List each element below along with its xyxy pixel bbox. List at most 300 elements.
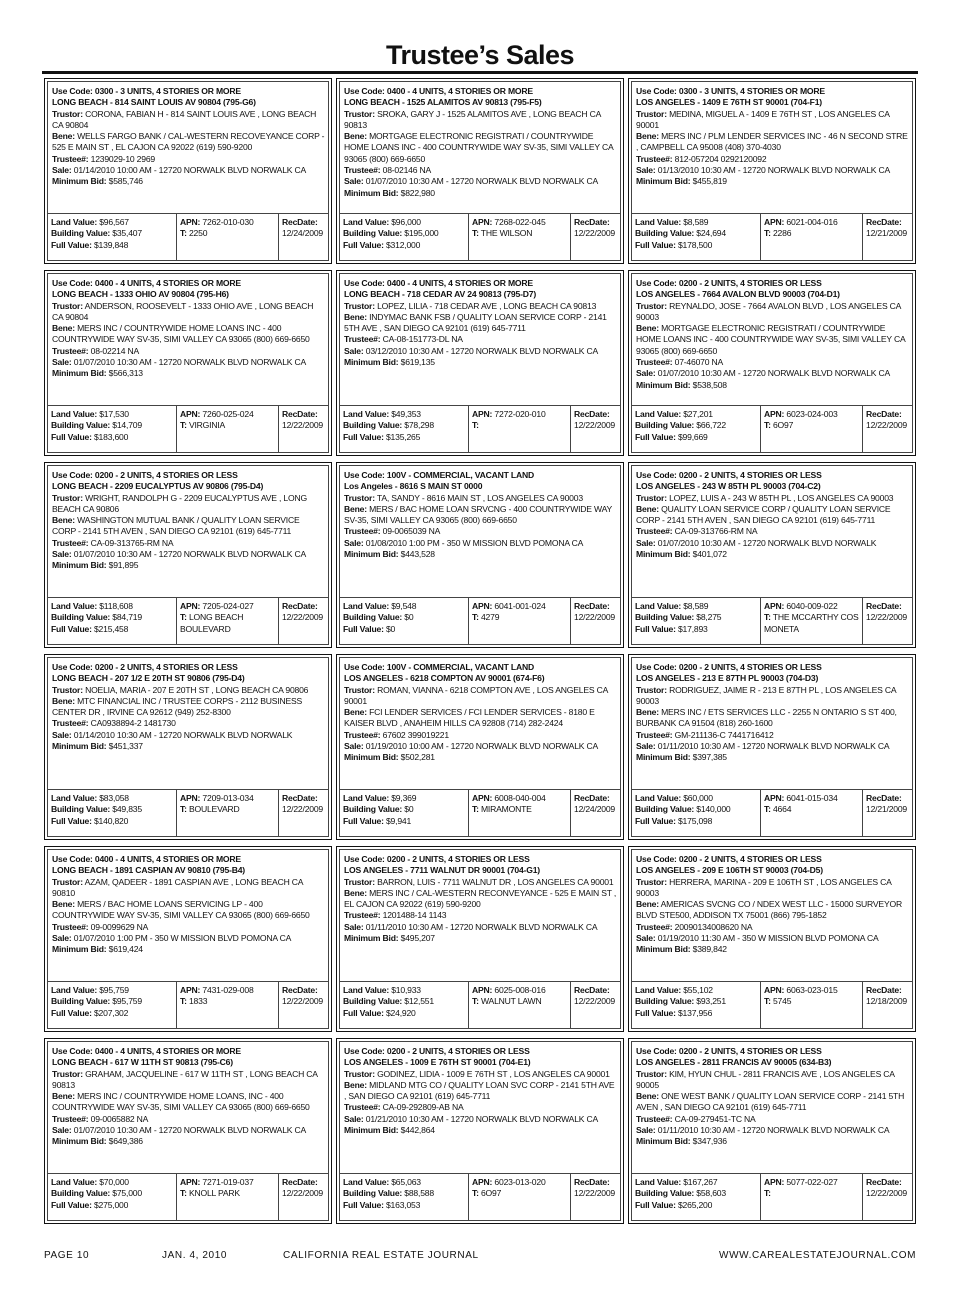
- sale-value: 01/11/2010 10:30 AM - 12720 NORWALK BLVD NORWALK CA: [655, 741, 890, 752]
- property-address: LOS ANGELES - 213 E 87TH PL 90003 (704-D3): [636, 673, 819, 684]
- listing-info: [339, 81, 621, 213]
- trustee-value: 20090134008620 NA: [672, 921, 753, 932]
- use-code: Use Code: 0200 - 2 UNITS, 4 STORIES OR LESS: [636, 278, 822, 288]
- building-label: Building Value:: [635, 1188, 695, 1199]
- trustor-value: CORONA, FABIAN H - 814 SAINT LOUIS AVE , LONG BEACH CA 90804: [52, 108, 317, 130]
- trustor-value: AZAM, QADEER - 1891 CASPIAN AVE , LONG BEACH CA 90810: [52, 876, 303, 898]
- t-label: T:: [180, 420, 187, 431]
- minbid-value: $91,895: [106, 560, 139, 571]
- trustee-line: [52, 718, 325, 729]
- recdate-value: 12/22/2009: [866, 612, 908, 623]
- recdate-value: 12/18/2009: [866, 996, 908, 1007]
- minbid-line: [52, 944, 325, 955]
- values-table: [631, 213, 913, 261]
- sale-value: 01/11/2010 10:30 AM - 12720 NORWALK BLVD NORWALK CA: [655, 1125, 890, 1136]
- trustor-value: ROMAN, VIANNA - 6218 COMPTON AVE , LOS ANGELES CA 90001: [344, 684, 608, 706]
- listing-info: [631, 657, 913, 789]
- values-table: [47, 789, 329, 837]
- recdate-column: [863, 1174, 912, 1220]
- apn-value: 7268-022-045: [492, 217, 546, 227]
- recdate-column: [279, 982, 328, 1028]
- minbid-value: $443,528: [398, 549, 435, 560]
- listing-card: [628, 462, 916, 648]
- sale-line: [52, 165, 325, 176]
- land-value: $60,000: [681, 793, 713, 803]
- sale-line: [636, 368, 909, 379]
- trustee-line: [636, 154, 909, 165]
- recdate-value: 12/22/2009: [282, 996, 324, 1007]
- minbid-line: [52, 176, 325, 187]
- trustee-line: [52, 538, 325, 549]
- minbid-value: $442,864: [398, 1125, 435, 1136]
- listing-card: [628, 270, 916, 456]
- bene-value: WELLS FARGO BANK / CAL-WESTERN RECOVEYANCE CORP - 525 E MAIN ST , EL CAJON CA 92022 (619) 590-9200: [52, 131, 325, 153]
- apn-column: [469, 1174, 571, 1220]
- land-label: Land Value:: [51, 985, 98, 995]
- listing-info: [631, 1041, 913, 1173]
- use-code: Use Code: 0400 - 4 UNITS, 4 STORIES OR MORE: [52, 1046, 241, 1056]
- bene-line: [344, 312, 617, 335]
- trustee-line: [636, 357, 909, 368]
- apn-column: [761, 214, 863, 260]
- land-value: $49,353: [389, 409, 421, 419]
- bene-line: [636, 899, 909, 922]
- apn-label: APN:: [180, 409, 201, 419]
- sale-label: Sale:: [636, 933, 656, 944]
- footer-date: JAN. 4, 2010: [162, 1250, 228, 1261]
- minbid-label: Minimum Bid:: [636, 1136, 691, 1147]
- land-label: Land Value:: [51, 601, 98, 611]
- recdate-column: [279, 1174, 328, 1220]
- listing-info: [631, 465, 913, 597]
- full-value: $183,600: [91, 431, 129, 442]
- building-value: $75,000: [110, 1188, 142, 1199]
- land-value: $96,567: [97, 217, 129, 227]
- minbid-line: [636, 380, 909, 391]
- trustee-value: 08-02146 NA: [380, 165, 432, 176]
- sale-line: [636, 933, 909, 944]
- full-value: $135,265: [383, 431, 421, 442]
- trustor-value: MEDINA, MIGUEL A - 1409 E 76TH ST , LOS ANGELES CA 90001: [636, 108, 890, 130]
- trustee-value: 09-0065882 NA: [88, 1113, 149, 1124]
- values-column: [340, 214, 469, 260]
- trustee-label: Trustee#:: [52, 921, 89, 932]
- minbid-line: [344, 549, 617, 560]
- trustor-label: Trustor:: [52, 492, 83, 503]
- full-label: Full Value:: [635, 1199, 676, 1210]
- bene-value: MERS INC / ETS SERVICES LLC - 2255 N ONTARIO S ST 400, BURBANK CA 91504 (818) 260-1600: [636, 707, 897, 729]
- land-value: $83,058: [97, 793, 129, 803]
- t-value: 5745: [770, 996, 792, 1007]
- recdate-label: RecDate:: [574, 601, 610, 611]
- minbid-value: $397,385: [690, 752, 727, 763]
- apn-value: 6040-009-022: [784, 601, 838, 611]
- recdate-value: 12/22/2009: [574, 420, 616, 431]
- t-label: T:: [764, 228, 771, 239]
- land-label: Land Value:: [51, 793, 98, 803]
- land-label: Land Value:: [343, 1177, 390, 1187]
- listing-card: [336, 654, 624, 840]
- bene-label: Bene:: [636, 323, 659, 334]
- full-label: Full Value:: [343, 239, 384, 250]
- bene-value: MERS INC / CAL-WESTERN RECONVEYANCE - 525 E MAIN ST , EL CAJON CA 92022 (619) 590-9200: [344, 887, 617, 910]
- building-value: $8,275: [694, 612, 722, 623]
- apn-label: APN:: [764, 601, 785, 611]
- sale-value: 01/21/2010 10:30 AM - 12720 NORWALK BLVD NORWALK CA: [363, 1113, 599, 1124]
- listing-card: [336, 846, 624, 1032]
- recdate-value: 12/24/2009: [282, 228, 324, 239]
- building-value: $24,694: [694, 228, 726, 239]
- trustor-value: LOPEZ, LUIS A - 243 W 85TH PL , LOS ANGELES CA 90003: [666, 492, 894, 503]
- trustee-label: Trustee#:: [636, 526, 673, 537]
- trustor-value: SROKA, GARY J - 1525 ALAMITOS AVE , LONG BEACH CA 90813: [344, 108, 601, 130]
- trustor-label: Trustor:: [636, 684, 667, 695]
- recdate-label: RecDate:: [866, 409, 902, 419]
- trustee-value: CA0938894-2 1481730: [88, 718, 176, 729]
- minbid-label: Minimum Bid:: [344, 1125, 399, 1136]
- minbid-value: $649,386: [106, 1136, 143, 1147]
- listings-row: [44, 1038, 918, 1226]
- recdate-column: [863, 982, 912, 1028]
- sale-label: Sale:: [344, 741, 364, 752]
- trustee-value: 09-0065039 NA: [380, 526, 441, 537]
- building-label: Building Value:: [51, 804, 111, 815]
- listings-row: [44, 462, 918, 650]
- listing-card: [44, 78, 332, 264]
- listing-info: [47, 849, 329, 981]
- use-code: Use Code: 0200 - 2 UNITS, 4 STORIES OR LESS: [52, 470, 238, 480]
- bene-label: Bene:: [344, 311, 367, 322]
- trustee-label: Trustee#:: [636, 729, 673, 740]
- recdate-column: [571, 790, 620, 836]
- building-value: $49,835: [110, 804, 142, 815]
- trustor-line: [636, 493, 909, 504]
- trustor-value: BARRON, LUIS - 7711 WALNUT DR , LOS ANGELES CA 90001: [374, 876, 614, 887]
- trustee-value: GM-211136-C 7441716412: [672, 729, 774, 740]
- recdate-label: RecDate:: [282, 1177, 318, 1187]
- trustor-value: TA, SANDY - 8616 MAIN ST , LOS ANGELES CA 90003: [374, 492, 583, 503]
- recdate-value: 12/21/2009: [866, 228, 908, 239]
- building-label: Building Value:: [51, 420, 111, 431]
- full-value: $163,053: [383, 1199, 421, 1210]
- recdate-value: 12/22/2009: [866, 1188, 908, 1199]
- trustee-value: CA-09-279451-TC NA: [672, 1113, 756, 1124]
- bene-line: [344, 707, 617, 730]
- apn-label: APN:: [180, 1177, 201, 1187]
- sale-line: [636, 1125, 909, 1136]
- trustor-line: [52, 301, 325, 324]
- listings-row: [44, 654, 918, 842]
- land-value: $70,000: [97, 1177, 129, 1187]
- bene-value: MERS INC / COUNTRYWIDE HOME LOANS INC - 400 COUNTRYWIDE WAY SV-35, SIMI VALLEY CA 93065 (800) 669-6650: [52, 323, 310, 345]
- use-code: Use Code: 0200 - 2 UNITS, 4 STORIES OR LESS: [636, 662, 822, 672]
- minbid-line: [52, 1136, 325, 1147]
- full-label: Full Value:: [343, 1199, 384, 1210]
- recdate-label: RecDate:: [574, 793, 610, 803]
- use-code: Use Code: 0200 - 2 UNITS, 4 STORIES OR LESS: [344, 1046, 530, 1056]
- trustor-line: [52, 685, 325, 696]
- sale-line: [344, 741, 617, 752]
- land-label: Land Value:: [51, 217, 98, 227]
- land-label: Land Value:: [635, 217, 682, 227]
- recdate-label: RecDate:: [866, 217, 902, 227]
- bene-label: Bene:: [636, 707, 659, 718]
- trustee-value: 1239029-10 2969: [88, 153, 155, 164]
- land-value: $27,201: [681, 409, 713, 419]
- bene-value: MERS / BAC HOME LOAN SRVCNG - 400 COUNTRYWIDE WAY SV-35, SIMI VALLEY CA 93065 (800) 669-6650: [344, 503, 612, 526]
- minbid-label: Minimum Bid:: [52, 176, 107, 187]
- building-value: $84,719: [110, 612, 142, 623]
- recdate-label: RecDate:: [866, 1177, 902, 1187]
- use-code: Use Code: 0200 - 2 UNITS, 4 STORIES OR LESS: [636, 470, 822, 480]
- trustor-line: [52, 109, 325, 132]
- sale-label: Sale:: [344, 345, 364, 356]
- minbid-label: Minimum Bid:: [52, 560, 107, 571]
- trustee-label: Trustee#:: [636, 921, 673, 932]
- values-table: [339, 1173, 621, 1221]
- minbid-line: [52, 368, 325, 379]
- minbid-label: Minimum Bid:: [636, 549, 691, 560]
- t-label: T:: [764, 804, 771, 815]
- bene-label: Bene:: [344, 887, 367, 898]
- recdate-column: [571, 982, 620, 1028]
- sale-label: Sale:: [344, 921, 364, 932]
- building-value: $195,000: [402, 228, 439, 239]
- trustor-label: Trustor:: [52, 684, 83, 695]
- listing-info: [339, 849, 621, 981]
- property-address: LONG BEACH - 2209 EUCALYPTUS AV 90806 (795-D4): [52, 481, 264, 492]
- apn-column: [177, 790, 279, 836]
- recdate-value: 12/22/2009: [282, 612, 324, 623]
- minbid-label: Minimum Bid:: [344, 933, 399, 944]
- sale-line: [344, 176, 617, 187]
- trustee-value: CA-08-151773-DL NA: [380, 334, 463, 345]
- recdate-column: [571, 598, 620, 644]
- building-label: Building Value:: [635, 804, 695, 815]
- minbid-value: $451,337: [106, 741, 143, 752]
- trustee-label: Trustee#:: [52, 153, 89, 164]
- apn-label: APN:: [764, 409, 785, 419]
- listing-card: [628, 846, 916, 1032]
- listings-grid: [44, 78, 918, 1230]
- full-label: Full Value:: [343, 431, 384, 442]
- listing-info: [339, 1041, 621, 1173]
- listing-info: [339, 657, 621, 789]
- land-label: Land Value:: [635, 601, 682, 611]
- bene-value: AMERICAS SVCNG CO / NDEX WEST LLC - 15000 SURVEYOR BLVD STE500, ADDISON TX 75001 (866) 795-1852: [636, 899, 902, 921]
- trustor-label: Trustor:: [52, 876, 83, 887]
- trustor-label: Trustor:: [344, 108, 375, 119]
- building-label: Building Value:: [343, 612, 403, 623]
- bene-label: Bene:: [52, 515, 75, 526]
- full-value: $312,000: [383, 239, 421, 250]
- t-label: T:: [472, 420, 479, 431]
- apn-label: APN:: [764, 985, 785, 995]
- use-code: Use Code: 0400 - 4 UNITS, 4 STORIES OR MORE: [52, 854, 241, 864]
- full-value: $9,941: [383, 815, 412, 826]
- trustor-line: [636, 301, 909, 324]
- apn-value: 6023-024-003: [784, 409, 838, 419]
- values-table: [631, 789, 913, 837]
- full-label: Full Value:: [51, 239, 92, 250]
- trustee-value: CA-09-313765-RM NA: [88, 537, 174, 548]
- page-title: Trustee’s Sales: [385, 40, 575, 70]
- values-column: [48, 982, 177, 1028]
- trustee-line: [52, 346, 325, 357]
- listing-info: [631, 81, 913, 213]
- building-value: $66,722: [694, 420, 726, 431]
- building-label: Building Value:: [635, 420, 695, 431]
- bene-label: Bene:: [636, 1091, 659, 1102]
- minbid-label: Minimum Bid:: [636, 379, 691, 390]
- values-column: [48, 1174, 177, 1220]
- apn-value: 7205-024-027: [200, 601, 254, 611]
- values-column: [340, 982, 469, 1028]
- minbid-value: $538,508: [690, 379, 727, 390]
- trustor-line: [344, 1069, 617, 1080]
- apn-label: APN:: [180, 985, 201, 995]
- apn-column: [469, 214, 571, 260]
- t-label: T:: [472, 996, 479, 1007]
- building-label: Building Value:: [51, 1188, 111, 1199]
- building-value: $12,551: [402, 996, 434, 1007]
- property-address: LONG BEACH - 1333 OHIO AV 90804 (795-H6): [52, 289, 229, 300]
- building-label: Building Value:: [343, 1188, 403, 1199]
- bene-label: Bene:: [636, 503, 659, 514]
- t-value: 6O97: [478, 1188, 502, 1199]
- apn-value: 7272-020-010: [492, 409, 546, 419]
- minbid-label: Minimum Bid:: [344, 752, 399, 763]
- apn-value: 7431-029-008: [200, 985, 254, 995]
- t-label: T:: [472, 1188, 479, 1199]
- apn-column: [177, 214, 279, 260]
- trustor-value: NOELIA, MARIA - 207 E 20TH ST , LONG BEACH CA 90806: [82, 684, 309, 695]
- sale-line: [344, 922, 617, 933]
- bene-value: MERS INC / PLM LENDER SERVICES INC - 46 N SECOND STRE , CAMPBELL CA 95008 (408) 370-4030: [636, 131, 908, 153]
- sale-label: Sale:: [344, 1113, 364, 1124]
- building-label: Building Value:: [635, 228, 695, 239]
- trustor-line: [636, 1069, 909, 1092]
- bene-label: Bene:: [52, 131, 75, 142]
- values-column: [48, 790, 177, 836]
- trustor-value: LOPEZ, LILIA - 718 CEDAR AVE , LONG BEACH CA 90813: [374, 300, 597, 311]
- building-label: Building Value:: [343, 804, 403, 815]
- bene-line: [636, 323, 909, 357]
- full-value: $137,956: [675, 1007, 713, 1018]
- listings-row: [44, 846, 918, 1034]
- values-table: [47, 597, 329, 645]
- apn-value: 6021-004-016: [784, 217, 838, 227]
- listing-card: [44, 270, 332, 456]
- building-value: $88,588: [402, 1188, 434, 1199]
- full-value: $24,920: [383, 1007, 416, 1018]
- minbid-line: [636, 176, 909, 187]
- minbid-line: [344, 933, 617, 944]
- land-label: Land Value:: [635, 1177, 682, 1187]
- listing-info: [47, 81, 329, 213]
- t-value: THE WILSON: [478, 228, 533, 239]
- minbid-line: [52, 741, 325, 752]
- apn-value: 6023-013-020: [492, 1177, 546, 1187]
- apn-column: [177, 1174, 279, 1220]
- t-value: THE MCCARTHY COS MONETA: [764, 612, 859, 634]
- building-value: $35,407: [110, 228, 142, 239]
- trustor-label: Trustor:: [636, 492, 667, 503]
- values-column: [632, 598, 761, 644]
- values-column: [340, 598, 469, 644]
- minbid-label: Minimum Bid:: [52, 368, 107, 379]
- bene-line: [344, 504, 617, 527]
- minbid-value: $619,135: [398, 357, 435, 368]
- recdate-label: RecDate:: [866, 985, 902, 995]
- trustee-value: 1201488-14 1143: [380, 910, 447, 921]
- apn-column: [177, 598, 279, 644]
- land-label: Land Value:: [51, 409, 98, 419]
- trustor-label: Trustor:: [636, 108, 667, 119]
- trustor-value: GRAHAM, JACQUELINE - 617 W 11TH ST , LONG BEACH CA 90813: [52, 1068, 318, 1090]
- minbid-value: $566,313: [106, 368, 143, 379]
- building-value: $140,000: [694, 804, 731, 815]
- trustor-label: Trustor:: [344, 684, 375, 695]
- full-label: Full Value:: [343, 1007, 384, 1018]
- land-label: Land Value:: [343, 217, 390, 227]
- trustor-line: [52, 877, 325, 900]
- building-label: Building Value:: [51, 996, 111, 1007]
- trustee-value: CA-09-313766-RM NA: [672, 526, 758, 537]
- minbid-value: $619,424: [106, 944, 143, 955]
- apn-column: [761, 598, 863, 644]
- full-value: $275,000: [91, 1199, 129, 1210]
- trustor-label: Trustor:: [52, 1068, 83, 1079]
- bene-value: MTC FINANCIAL INC / TRUSTEE CORPS - 2112 BUSINESS CENTER DR , IRVINE CA 92612 (949) 252-8300: [52, 695, 303, 718]
- sale-value: 01/07/2010 1:00 PM - 350 W MISSION BLVD POMONA CA: [71, 933, 292, 944]
- property-address: LONG BEACH - 1525 ALAMITOS AV 90813 (795-F5): [344, 97, 542, 108]
- trustor-label: Trustor:: [636, 876, 667, 887]
- t-value: KNOLL PARK: [186, 1188, 240, 1199]
- values-table: [339, 789, 621, 837]
- sale-line: [344, 538, 617, 549]
- recdate-value: 12/22/2009: [282, 1188, 324, 1199]
- trustor-label: Trustor:: [344, 876, 375, 887]
- full-label: Full Value:: [635, 239, 676, 250]
- bene-label: Bene:: [344, 503, 367, 514]
- full-label: Full Value:: [51, 431, 92, 442]
- trustee-label: Trustee#:: [636, 1113, 673, 1124]
- recdate-label: RecDate:: [282, 217, 318, 227]
- trustee-label: Trustee#:: [344, 334, 381, 345]
- trustor-line: [344, 493, 617, 504]
- land-value: $65,063: [389, 1177, 421, 1187]
- trustee-value: 09-0099629 NA: [88, 921, 149, 932]
- t-value: 4664: [770, 804, 792, 815]
- recdate-value: 12/24/2009: [574, 804, 616, 815]
- minbid-value: $401,072: [690, 549, 727, 560]
- recdate-value: 12/22/2009: [282, 804, 324, 815]
- trustee-label: Trustee#:: [344, 165, 381, 176]
- t-label: T:: [180, 228, 187, 239]
- land-value: $8,589: [681, 217, 709, 227]
- apn-column: [177, 406, 279, 452]
- t-value: BOULEVARD: [186, 804, 240, 815]
- trustor-label: Trustor:: [344, 492, 375, 503]
- listing-card: [44, 1038, 332, 1224]
- listing-card: [336, 462, 624, 648]
- trustor-value: ANDERSON, ROOSEVELT - 1333 OHIO AVE , LONG BEACH CA 90804: [52, 300, 314, 322]
- recdate-label: RecDate:: [282, 409, 318, 419]
- t-label: T:: [764, 420, 771, 431]
- trustee-label: Trustee#:: [636, 153, 673, 164]
- trustor-value: KIM, HYUN CHUL - 2811 FRANCIS AVE , LOS ANGELES CA 90005: [636, 1068, 895, 1090]
